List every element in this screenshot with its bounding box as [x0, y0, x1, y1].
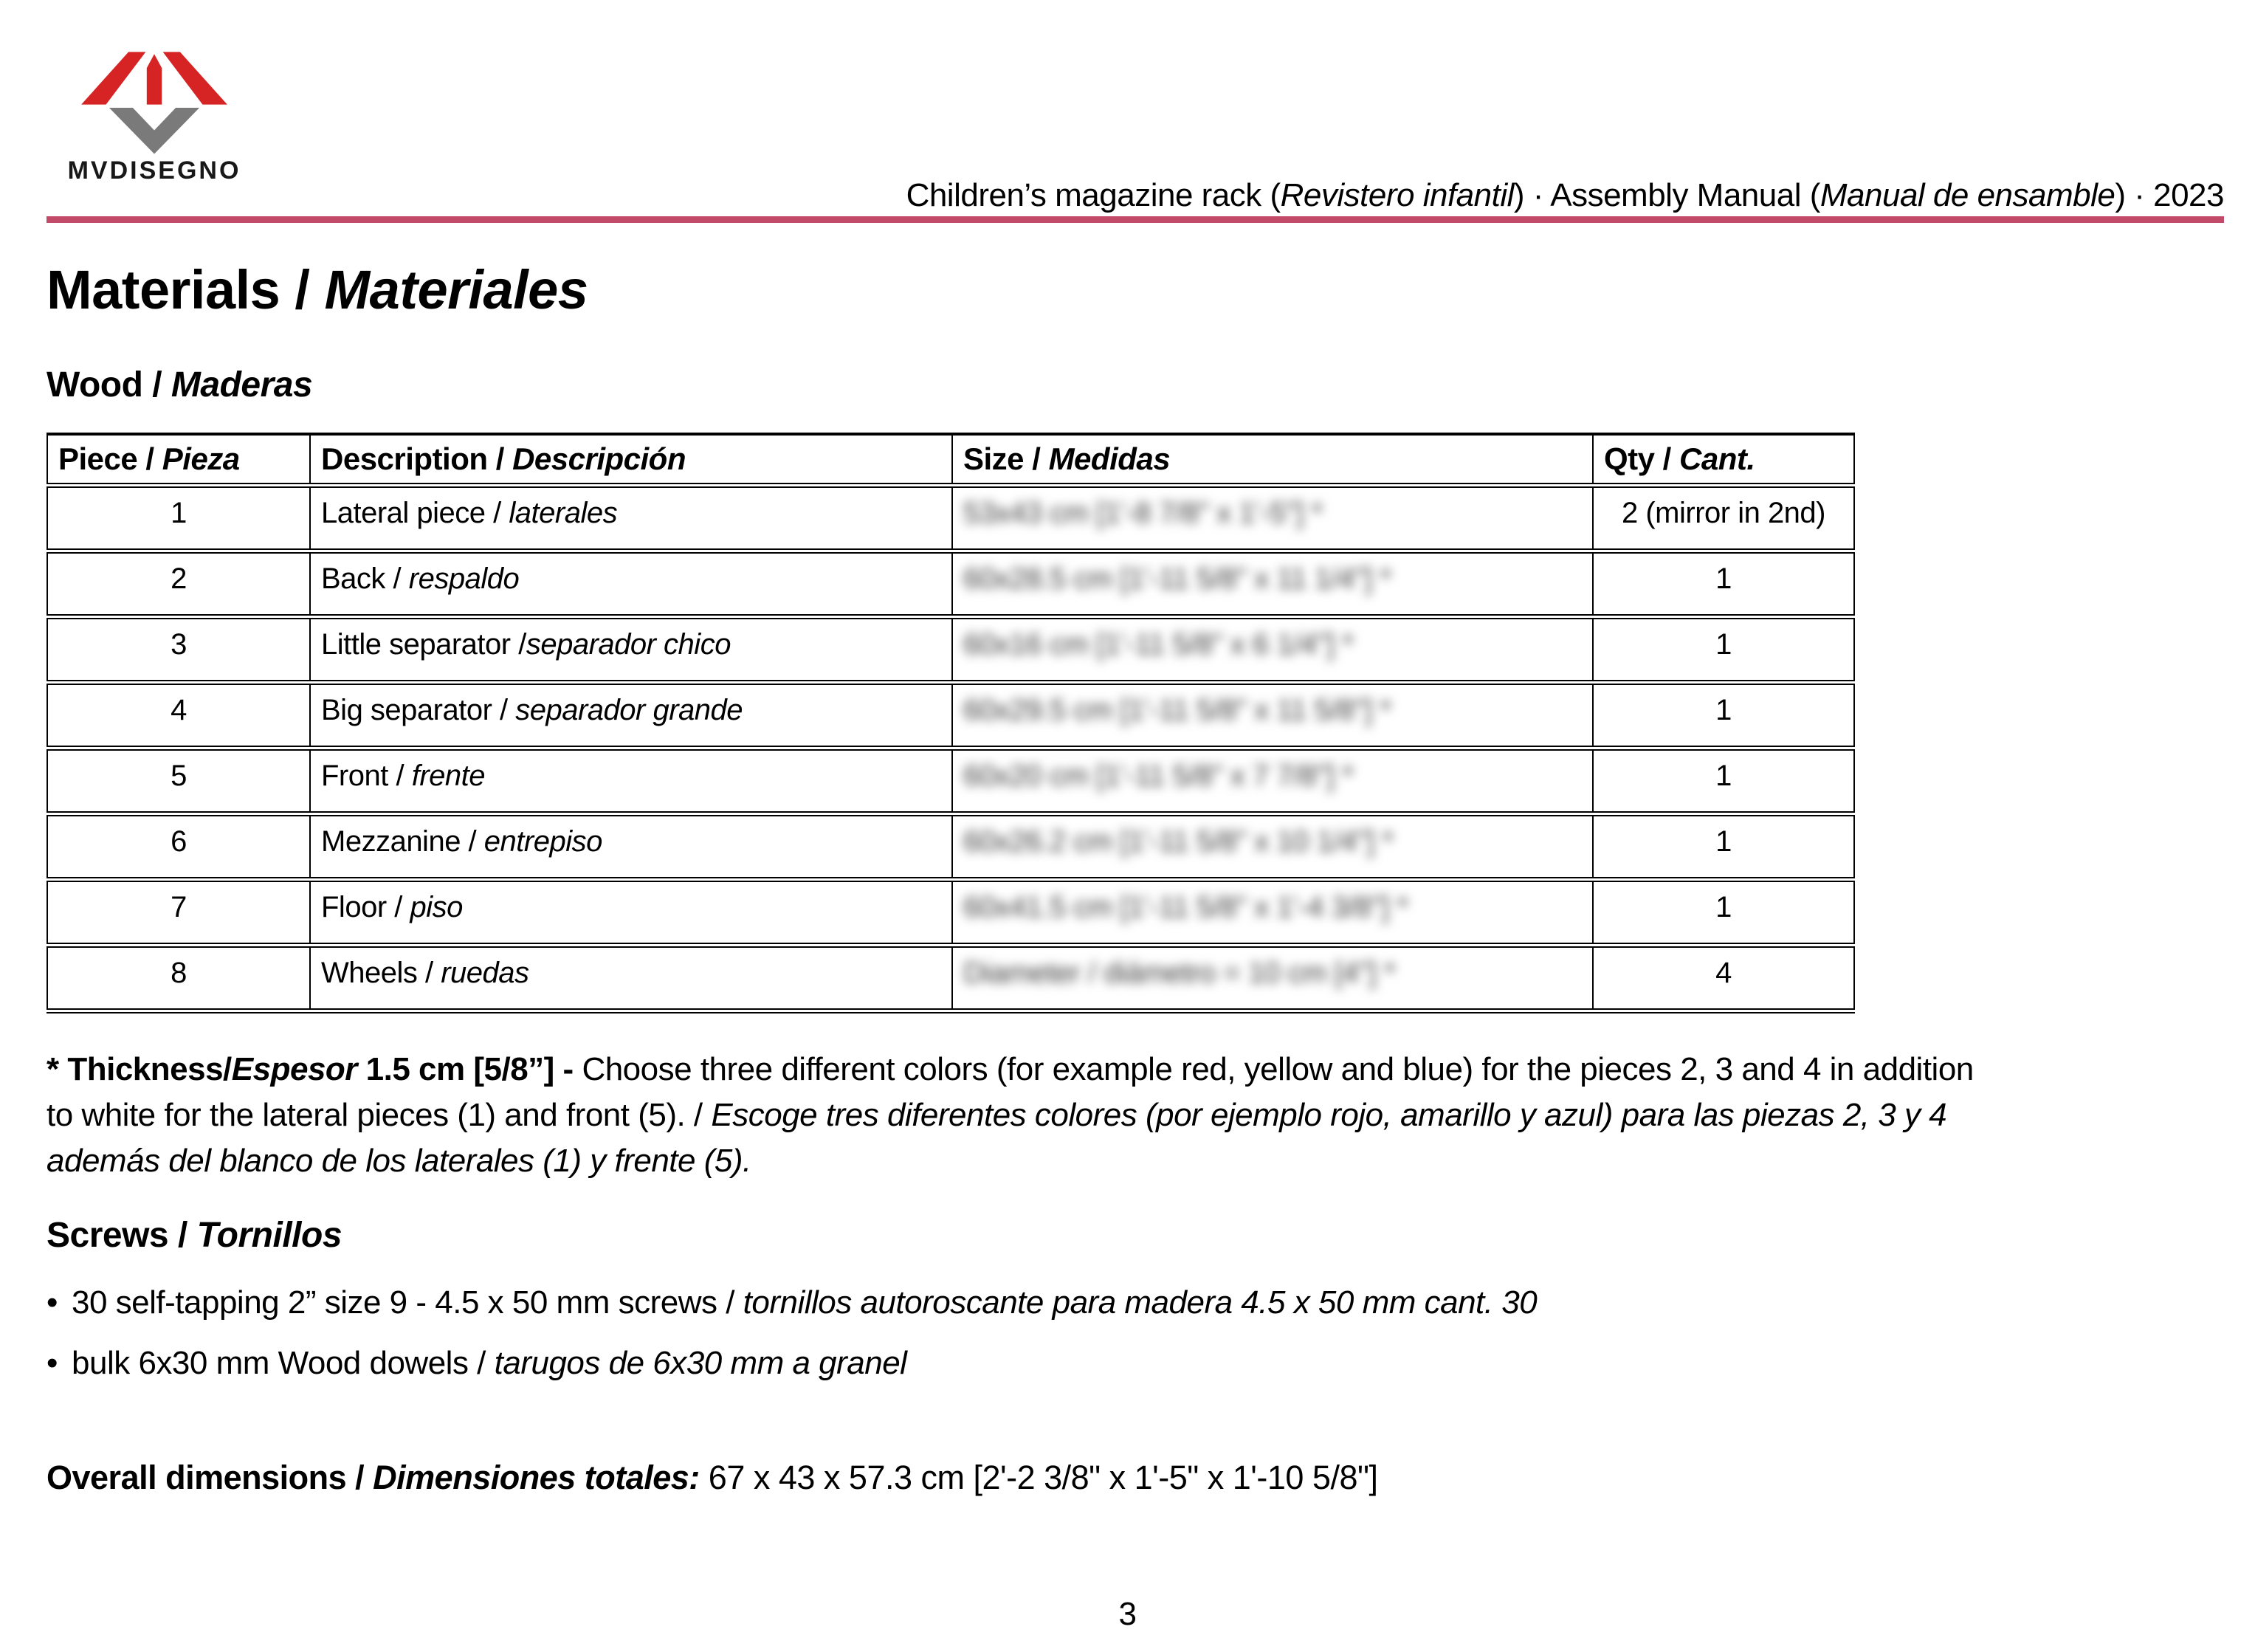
piece-description	[310, 617, 952, 683]
piece-size	[952, 486, 1593, 551]
piece-qty: 2 (mirror in 2nd)	[1593, 486, 1854, 551]
note-bold: 1.5 cm [5/8”] -	[357, 1051, 582, 1087]
wood-heading-en: Wood /	[47, 365, 171, 405]
screws-bullet-item	[47, 1284, 1537, 1321]
col-header-piece	[47, 434, 310, 486]
col-header-description	[310, 434, 952, 486]
note-italic: además del blanco de los laterales (1) y frente (5).	[47, 1143, 751, 1179]
piece-description	[310, 814, 952, 880]
piece-qty: 1	[1593, 880, 1854, 946]
description-es: respaldo	[408, 562, 520, 595]
note-bold: * Thickness/	[47, 1051, 232, 1087]
size-value-blurred: 60x26.2 cm [1'-11 5/8" x 10 1/4"] *	[963, 825, 1394, 858]
thickness-note-line-2	[47, 1097, 1946, 1134]
page-number: 3	[1118, 1596, 1137, 1632]
bullet-text-en: bulk 6x30 mm Wood dowels /	[72, 1345, 495, 1381]
description-es: laterales	[509, 497, 618, 529]
description-es: piso	[410, 891, 463, 923]
piece-size	[952, 814, 1593, 880]
header-segment: Children’s magazine rack (	[906, 177, 1281, 213]
overall-dimensions	[47, 1459, 1377, 1497]
col-header-qty	[1593, 434, 1854, 486]
piece-number: 3	[47, 617, 310, 683]
screws-bullet-item	[47, 1345, 906, 1382]
header-rule	[47, 216, 2224, 223]
table-row	[47, 617, 1854, 683]
piece-number: 1	[47, 486, 310, 551]
piece-number: 8	[47, 946, 310, 1011]
size-value-blurred: 60x28.5 cm [1'-11 5/8" x 11 1/4"] *	[963, 562, 1391, 595]
piece-qty: 1	[1593, 683, 1854, 748]
col-header-es: Pieza	[162, 441, 240, 476]
page-title	[47, 258, 588, 321]
brand-name: MVDISEGNO	[67, 156, 241, 185]
col-header-size	[952, 434, 1593, 486]
piece-size	[952, 683, 1593, 748]
table-row	[47, 946, 1854, 1011]
description-en: Floor /	[321, 891, 410, 923]
bullet-icon: •	[47, 1345, 58, 1381]
piece-size	[952, 880, 1593, 946]
table-row	[47, 486, 1854, 551]
piece-number: 7	[47, 880, 310, 946]
piece-qty: 1	[1593, 814, 1854, 880]
piece-description	[310, 486, 952, 551]
bullet-text-en: 30 self-tapping 2” size 9 - 4.5 x 50 mm screws /	[72, 1284, 743, 1321]
bullet-text-es: tarugos de 6x30 mm a granel	[494, 1345, 907, 1381]
description-en: Little separator /	[321, 628, 526, 661]
col-header-es: Descripción	[512, 441, 686, 476]
description-en: Wheels /	[321, 957, 441, 989]
table-header-row	[47, 434, 1854, 486]
piece-number: 4	[47, 683, 310, 748]
piece-size	[952, 617, 1593, 683]
table-row	[47, 880, 1854, 946]
description-en: Back /	[321, 562, 409, 595]
piece-qty: 4	[1593, 946, 1854, 1011]
bullet-text-es: tornillos autoroscante para madera 4.5 x 50 mm cant. 30	[743, 1284, 1538, 1321]
piece-number: 2	[47, 551, 310, 617]
table-row	[47, 683, 1854, 748]
wood-heading-es: Maderas	[171, 365, 313, 405]
screws-section-heading	[47, 1215, 342, 1256]
description-es: separador grande	[515, 694, 743, 726]
piece-number: 6	[47, 814, 310, 880]
bullet-icon: •	[47, 1284, 58, 1321]
size-value-blurred: 60x29.5 cm [1'-11 5/8" x 11 5/8"] *	[963, 694, 1391, 726]
piece-size	[952, 748, 1593, 814]
piece-qty: 1	[1593, 748, 1854, 814]
piece-description	[310, 683, 952, 748]
size-value-blurred: 60x41.5 cm [1'-11 5/8" x 1'-4 3/8"] *	[963, 891, 1408, 923]
size-value-blurred: Diameter / diámetro = 10 cm [4"] *	[963, 957, 1396, 989]
piece-description	[310, 551, 952, 617]
page-title-es: Materiales	[324, 259, 588, 320]
thickness-note-line-3	[47, 1143, 751, 1180]
piece-size	[952, 551, 1593, 617]
overall-value: 67 x 43 x 57.3 cm [2'-2 3/8" x 1'-5" x 1'-10 5/8"]	[699, 1459, 1378, 1496]
header-segment-italic: Manual de ensamble	[1820, 177, 2115, 213]
description-en: Big separator /	[321, 694, 516, 726]
description-en: Mezzanine /	[321, 825, 484, 858]
piece-qty: 1	[1593, 551, 1854, 617]
col-header-en: Piece /	[58, 441, 162, 476]
piece-size	[952, 946, 1593, 1011]
piece-description	[310, 880, 952, 946]
screws-heading-en: Screws /	[47, 1216, 197, 1255]
description-en: Lateral piece /	[321, 497, 509, 529]
table-row	[47, 814, 1854, 880]
note-regular: Choose three different colors (for example red, yellow and blue) for the pieces 2, 3 and 4 in addition	[582, 1051, 1974, 1087]
description-es: ruedas	[441, 957, 529, 989]
col-header-en: Qty /	[1604, 441, 1680, 476]
overall-label-en: Overall dimensions /	[47, 1459, 373, 1496]
table-row	[47, 551, 1854, 617]
screws-heading-es: Tornillos	[196, 1216, 342, 1255]
size-value-blurred: 53x43 cm [1'-8 7/8" x 1'-5"] *	[963, 497, 1323, 529]
note-italic: Escoge tres diferentes colores (por ejemplo rojo, amarillo y azul) para las piezas 2, 3 y 4	[711, 1097, 1947, 1133]
thickness-note-line-1	[47, 1051, 1974, 1088]
description-en: Front /	[321, 760, 412, 792]
overall-label-es: Dimensiones totales:	[373, 1459, 700, 1496]
piece-number: 5	[47, 748, 310, 814]
mv-logo-icon	[62, 37, 247, 155]
piece-qty: 1	[1593, 617, 1854, 683]
piece-description	[310, 946, 952, 1011]
materials-table	[47, 433, 1855, 1013]
description-es: separador chico	[526, 628, 731, 661]
header-segment: ) · 2023	[2115, 177, 2224, 213]
document-header	[906, 177, 2224, 214]
col-header-es: Medidas	[1048, 441, 1171, 476]
page-title-en: Materials /	[47, 259, 325, 320]
note-regular: to white for the lateral pieces (1) and front (5). /	[47, 1097, 712, 1133]
size-value-blurred: 60x20 cm [1'-11 5/8" x 7 7/8"] *	[963, 760, 1354, 792]
header-segment: ) · Assembly Manual (	[1513, 177, 1820, 213]
col-header-en: Description /	[321, 441, 513, 476]
header-segment-italic: Revistero infantil	[1280, 177, 1514, 213]
piece-description	[310, 748, 952, 814]
company-logo	[55, 37, 254, 185]
col-header-es: Cant.	[1679, 441, 1755, 476]
col-header-en: Size /	[963, 441, 1049, 476]
description-es: entrepiso	[483, 825, 602, 858]
size-value-blurred: 60x16 cm [1'-11 5/8" x 6 1/4"] *	[963, 628, 1354, 661]
wood-section-heading	[47, 365, 312, 405]
description-es: frente	[411, 760, 485, 792]
note-bold-italic: Espesor	[231, 1051, 357, 1087]
table-row	[47, 748, 1854, 814]
